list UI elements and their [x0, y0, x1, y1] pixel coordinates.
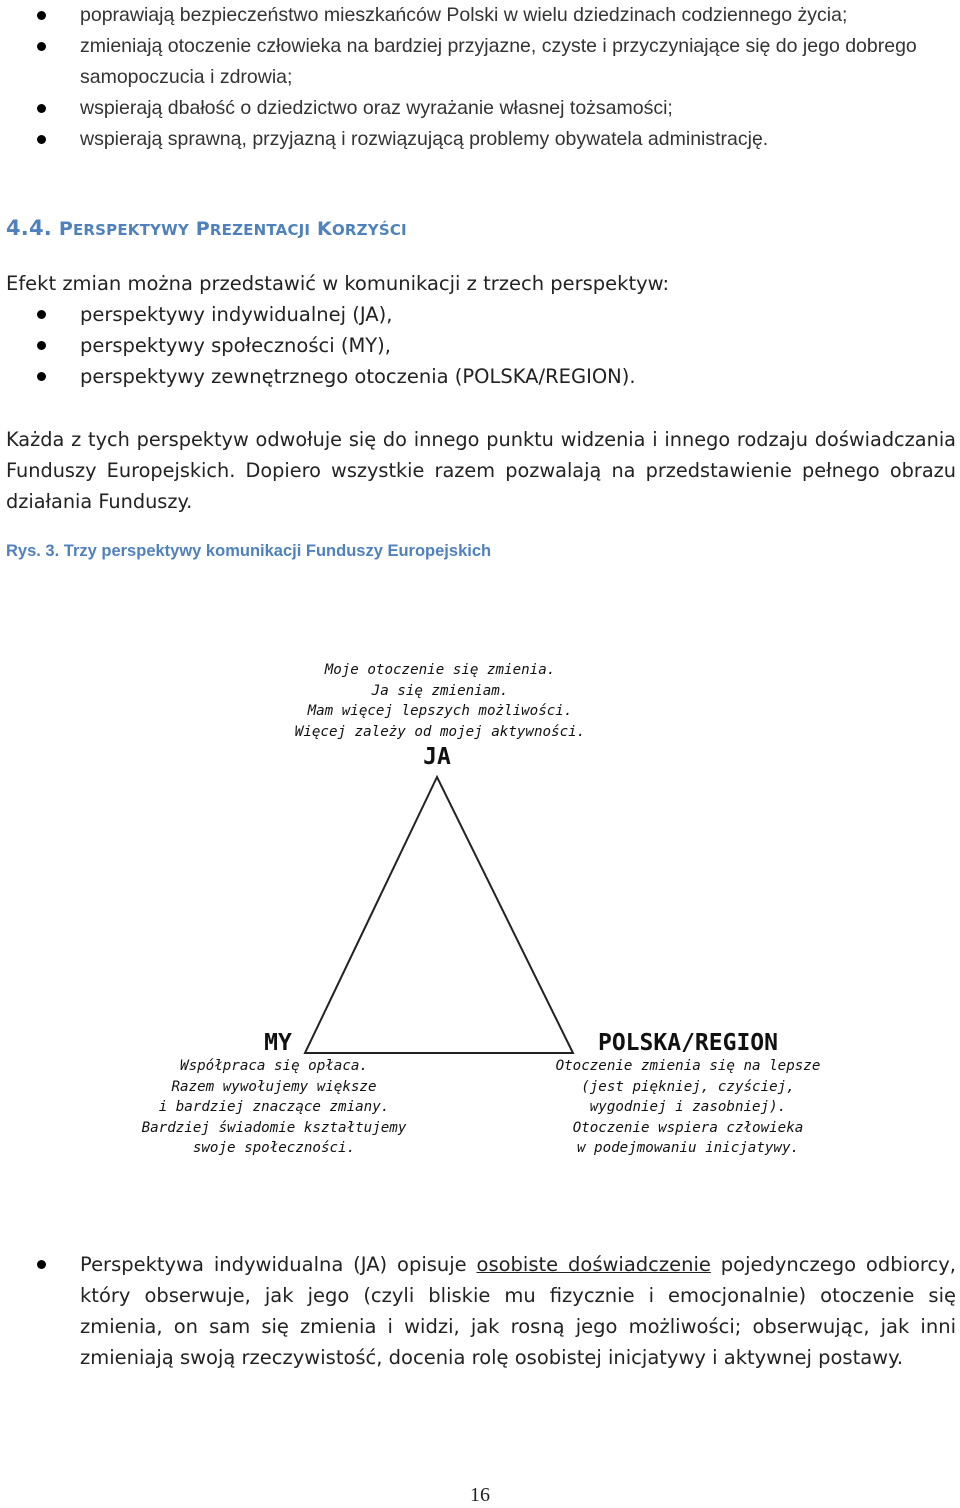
bullet-icon	[37, 1260, 46, 1269]
list-item-text: zmieniają otoczenie człowieka na bardziej przyjazne, czyste i przyczyniające się do jego dobrego samopoczucia i zdrowia;	[80, 35, 917, 88]
list-item-text-start: Perspektywa indywidualna (JA) opisuje	[80, 1253, 477, 1276]
polska-region-line: wygodniej i zasobniej).	[589, 1099, 787, 1115]
section-title: PERSPEKTYWY PREZENTACJI KORZYŚCI	[58, 218, 407, 240]
intro-text: Efekt zmian można przedstawić w komunikacji z trzech perspektyw:	[6, 272, 670, 295]
top-bullet-list	[0, 0, 960, 155]
list-item-text: perspektywy zewnętrznego otoczenia (POLSKA/REGION).	[80, 365, 636, 388]
list-item-text: poprawiają bezpieczeństwo mieszkańców Polski w wielu dziedzinach codziennego życia;	[80, 4, 848, 26]
page-number: 16	[470, 1484, 490, 1506]
my-line: i bardziej znaczące zmiany.	[158, 1099, 390, 1115]
bullet-icon	[37, 42, 46, 51]
my-line: Współpraca się opłaca.	[180, 1058, 368, 1074]
perspectives-diagram	[0, 650, 960, 1170]
list-item	[0, 31, 960, 93]
list-item	[0, 93, 960, 124]
figure-caption: Rys. 3. Trzy perspektywy komunikacji Funduszy Europejskich	[6, 542, 492, 560]
bullet-icon	[37, 310, 46, 319]
list-item-underlined-text: osobiste doświadczenie	[476, 1253, 711, 1276]
section-number: 4.4.	[6, 216, 52, 240]
my-line: Bardziej świadomie kształtujemy	[141, 1119, 407, 1136]
ja-line: Więcej zależy od mojej aktywności.	[294, 723, 586, 740]
body-paragraph: Każda z tych perspektyw odwołuje się do innego punktu widzenia i innego rodzaju doświadczania Funduszy Europejskich. Dopiero wszystkie razem pozwalają na przedstawienie pełnego obrazu działania Funduszy.	[6, 428, 956, 513]
bottom-bullet-list	[0, 1249, 960, 1373]
my-description	[124, 1056, 424, 1159]
list-item-text: wspierają sprawną, przyjazną i rozwiązującą problemy obywatela administrację.	[80, 128, 769, 150]
polska-region-line: w podejmowaniu inicjatywy.	[576, 1140, 800, 1156]
ja-description	[240, 660, 640, 742]
list-item-text: perspektywy indywidualnej (JA),	[80, 303, 393, 326]
my-line: Razem wywołujemy większe	[171, 1078, 377, 1095]
list-item	[0, 299, 960, 330]
bullet-icon	[37, 372, 46, 381]
bullet-icon	[37, 11, 46, 20]
polska-region-line: Otoczenie wspiera człowieka	[572, 1119, 804, 1136]
polska-region-line: (jest piękniej, czyściej,	[581, 1078, 795, 1095]
bullet-icon	[37, 135, 46, 144]
list-item-text-end: pojedynczego odbiorcy, który obserwuje, jak jego (czyli bliskie mu fizycznie i emocjonalnie) otoczenie się zmienia, on sam się zmienia i widzi, jak rosną jego możliwości; obserwując, jak inni zmieniają swoją rzeczywistość, docenia rolę osobistej inicjatywy i aktywnej postawy.	[80, 1253, 956, 1369]
ja-label: JA	[423, 744, 451, 770]
polska-region-line: Otoczenie zmienia się na lepsze	[555, 1058, 821, 1074]
perspectives-list	[0, 299, 960, 392]
ja-line: Mam więcej lepszych możliwości.	[307, 703, 573, 719]
list-item	[0, 330, 960, 361]
polska-region-label: POLSKA/REGION	[597, 1030, 778, 1056]
ja-line: Ja się zmieniam.	[371, 682, 509, 699]
list-item	[0, 1249, 960, 1373]
list-item-text: perspektywy społeczności (MY),	[80, 334, 391, 357]
polska-region-description	[538, 1056, 838, 1159]
bullet-icon	[37, 341, 46, 350]
list-item	[0, 0, 960, 31]
list-item-text: wspierają dbałość o dziedzictwo oraz wyrażanie własnej tożsamości;	[80, 97, 673, 119]
list-item	[0, 124, 960, 155]
section-heading	[6, 216, 407, 240]
my-label: MY	[264, 1030, 292, 1056]
ja-line: Moje otoczenie się zmienia.	[324, 662, 556, 678]
list-item	[0, 361, 960, 392]
bullet-icon	[37, 104, 46, 113]
my-line: swoje społeczności.	[192, 1140, 356, 1156]
